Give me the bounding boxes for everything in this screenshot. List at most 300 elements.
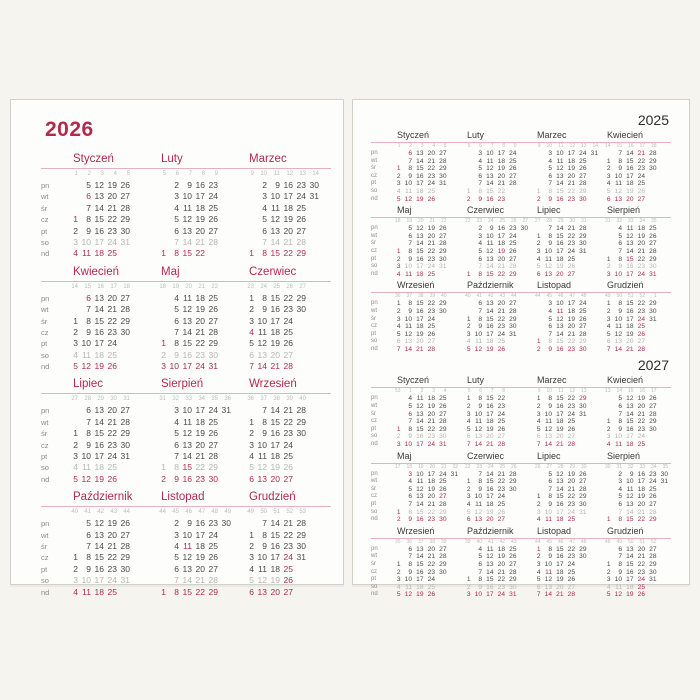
day-cell: 17	[94, 338, 104, 349]
day-row	[65, 552, 153, 563]
day-cell: 5	[396, 195, 401, 203]
week-number: 7	[490, 143, 494, 149]
day-cell: 21	[637, 410, 645, 418]
day-row	[529, 441, 599, 449]
day-cell: 3	[536, 508, 541, 516]
day-cell: 4	[606, 441, 611, 449]
day-cell: 5	[73, 361, 78, 372]
week-number: 37	[260, 396, 267, 403]
day-cell: 7	[174, 451, 179, 462]
day-cell: 3	[174, 405, 179, 416]
day-cell	[241, 518, 254, 529]
day-cell: 21	[556, 441, 564, 449]
week-number: 41	[84, 509, 91, 516]
day-cell: 21	[270, 361, 280, 372]
day-cell: 9	[86, 563, 91, 574]
month-header-row	[371, 451, 671, 464]
day-cell: 23	[107, 225, 117, 236]
day-row	[529, 553, 599, 561]
day-cell: 28	[649, 508, 657, 516]
day-cell: 3	[536, 247, 541, 255]
day-cell: 3	[548, 300, 552, 308]
day-cell: 4	[174, 416, 179, 427]
day-cell: 1	[536, 395, 541, 403]
day-cell: 21	[497, 180, 505, 188]
month-title: Maj	[161, 265, 180, 278]
month-grid	[389, 143, 459, 203]
day-row	[459, 403, 529, 411]
day-cell: 26	[107, 473, 117, 484]
day-cell	[575, 441, 587, 449]
week-number: 12	[569, 388, 575, 395]
day-cell: 17	[270, 315, 280, 326]
day-cell: 14	[486, 263, 494, 271]
day-cell: 26	[579, 470, 587, 478]
day-cell: 11	[405, 187, 412, 195]
day-row	[241, 214, 329, 225]
day-cell: 27	[497, 516, 505, 524]
day-cell: 19	[637, 493, 645, 501]
day-cell: 3	[478, 232, 482, 240]
day-cell: 4	[478, 545, 482, 553]
day-cell: 22	[427, 165, 435, 173]
day-cell: 16	[486, 403, 494, 411]
week-number: 16	[97, 283, 104, 290]
week-numbers-row	[599, 218, 669, 225]
weekday-label: pt	[371, 501, 377, 507]
day-row	[153, 304, 241, 315]
weekday-label: nd	[41, 474, 50, 484]
day-cell: 16	[486, 485, 494, 493]
day-row	[459, 569, 529, 577]
month-title: Kwiecień	[607, 130, 644, 140]
day-cell: 12	[404, 591, 412, 599]
day-cell: 10	[614, 576, 622, 584]
day-cell: 17	[486, 591, 494, 599]
week-number: 2	[409, 143, 412, 149]
day-row	[599, 338, 669, 346]
day-cell: 2	[161, 473, 166, 484]
day-cell: 27	[439, 410, 447, 418]
week-number: 9	[513, 143, 517, 149]
weekday-label: so	[371, 263, 378, 270]
day-cell: 9	[618, 568, 622, 576]
day-cell: 5	[478, 247, 482, 255]
day-cell: 6	[249, 349, 254, 360]
day-cell: 7	[478, 180, 482, 188]
day-cell	[517, 248, 529, 256]
week-number: 45	[546, 293, 552, 300]
day-row	[459, 591, 529, 599]
day-cell: 6	[618, 501, 622, 508]
day-cell: 3	[536, 410, 541, 418]
day-cell: 20	[427, 410, 435, 418]
day-row	[529, 418, 599, 426]
day-cell: 18	[637, 485, 645, 493]
day-cell: 24	[427, 441, 435, 449]
month-grid	[389, 218, 459, 278]
month-title: Czerwiec	[467, 450, 505, 461]
day-cell: 2	[73, 225, 78, 236]
day-cell: 31	[660, 478, 668, 486]
day-cell: 7	[478, 263, 482, 271]
day-cell: 9	[86, 326, 91, 337]
day-cell: 31	[439, 263, 447, 271]
year-grid-2025	[371, 130, 671, 353]
week-number: 50	[616, 293, 622, 300]
day-cell	[447, 478, 459, 486]
day-cell: 12	[614, 591, 622, 599]
day-cell: 30	[439, 568, 447, 576]
day-row	[153, 191, 241, 202]
day-cell	[241, 226, 254, 237]
day-cell: 18	[94, 462, 104, 473]
day-cell: 14	[486, 568, 494, 576]
day-cell: 12	[404, 195, 412, 203]
day-cell: 25	[208, 292, 218, 303]
day-cell: 19	[416, 330, 424, 338]
day-cell: 1	[396, 425, 401, 433]
day-cell: 19	[195, 428, 205, 439]
day-row	[459, 471, 529, 479]
day-cell: 10	[556, 150, 564, 157]
day-row	[599, 411, 669, 419]
day-cell: 7	[408, 501, 412, 508]
day-cell: 22	[427, 560, 435, 568]
day-cell: 19	[637, 232, 645, 240]
day-cell: 10	[257, 552, 267, 563]
day-cell	[65, 541, 78, 552]
weekday-label-column	[41, 394, 65, 485]
day-row	[389, 471, 459, 479]
day-cell: 7	[408, 240, 412, 248]
day-cell: 28	[579, 485, 587, 493]
day-cell: 10	[614, 433, 622, 441]
day-cell	[389, 546, 401, 554]
day-cell: 8	[548, 187, 552, 195]
day-cell: 5	[174, 304, 179, 315]
day-cell: 15	[626, 157, 634, 165]
day-cell: 8	[618, 560, 622, 568]
week-number: 14	[592, 143, 598, 149]
week-number: 15	[616, 143, 622, 149]
day-cell: 25	[208, 540, 218, 551]
day-cell: 12	[614, 187, 622, 195]
day-cell: 6	[466, 433, 471, 441]
day-cell: 1	[466, 315, 471, 323]
day-row	[241, 304, 329, 315]
day-cell: 26	[283, 338, 293, 349]
day-row	[529, 561, 599, 569]
day-cell: 26	[439, 403, 447, 411]
day-cell	[657, 493, 669, 501]
day-cell	[293, 440, 306, 451]
day-cell: 17	[416, 315, 424, 323]
week-number: 31	[159, 396, 166, 403]
week-number-spacer	[41, 394, 65, 405]
day-cell: 24	[579, 300, 587, 308]
day-cell: 24	[107, 236, 117, 247]
week-number: 44	[510, 293, 517, 300]
day-row	[459, 395, 529, 403]
day-cell: 28	[509, 568, 517, 576]
month-grid	[153, 169, 241, 260]
day-cell: 26	[208, 428, 218, 439]
week-numbers-row	[599, 293, 669, 300]
day-row	[599, 471, 669, 479]
week-number: 31	[580, 218, 587, 225]
day-cell: 4	[606, 583, 611, 591]
day-cell: 1	[249, 292, 254, 303]
month-title: Listopad	[537, 525, 572, 536]
day-cell: 28	[439, 157, 447, 165]
day-cell: 27	[509, 300, 517, 308]
day-cell: 14	[416, 501, 424, 508]
day-row	[153, 248, 241, 259]
day-cell: 28	[208, 326, 218, 337]
day-cell: 17	[195, 529, 205, 540]
weekday-label: pn	[371, 300, 378, 307]
day-cell: 15	[626, 255, 634, 263]
month-row	[41, 152, 331, 260]
day-row	[599, 516, 669, 524]
day-cell: 22	[427, 425, 435, 433]
day-cell: 24	[195, 361, 205, 372]
day-cell: 5	[396, 330, 401, 338]
day-cell	[153, 304, 166, 315]
day-cell: 29	[208, 338, 218, 349]
day-cell: 14	[486, 307, 494, 315]
day-cell: 12	[416, 403, 424, 411]
day-row	[599, 493, 669, 501]
day-cell: 21	[497, 307, 505, 315]
day-cell	[218, 564, 231, 575]
day-cell: 29	[439, 300, 447, 308]
day-row	[389, 256, 459, 264]
day-cell: 29	[120, 315, 130, 326]
day-cell	[529, 300, 541, 308]
day-row	[459, 509, 529, 517]
day-cell: 18	[497, 240, 505, 248]
day-cell: 2	[73, 439, 78, 450]
day-cell: 29	[120, 214, 130, 225]
day-cell: 23	[427, 307, 435, 315]
day-cell	[293, 338, 306, 349]
day-cell: 25	[283, 451, 293, 462]
day-cell	[459, 300, 471, 308]
day-cell: 1	[466, 187, 471, 195]
week-number: 3	[432, 388, 435, 395]
day-cell: 8	[86, 552, 91, 563]
month-header-row	[371, 526, 671, 539]
day-cell: 23	[427, 255, 435, 263]
day-cell: 23	[497, 403, 505, 411]
day-cell: 19	[486, 508, 494, 516]
day-row	[65, 327, 153, 338]
week-number: 28	[557, 463, 564, 470]
week-number-spacer	[41, 282, 65, 293]
day-cell: 12	[556, 165, 564, 173]
day-cell	[447, 509, 459, 517]
day-cell: 5	[86, 518, 91, 529]
day-row	[599, 395, 669, 403]
week-number: 24	[487, 463, 494, 470]
day-cell: 29	[579, 187, 587, 195]
day-row	[65, 451, 153, 462]
day-cell: 19	[626, 187, 634, 195]
day-cell: 18	[637, 225, 645, 233]
day-cell: 22	[497, 576, 505, 584]
day-cell: 5	[466, 425, 471, 433]
day-row	[153, 350, 241, 361]
day-cell: 9	[408, 255, 412, 263]
day-cell	[459, 546, 471, 554]
day-row	[459, 516, 529, 524]
day-cell: 17	[94, 451, 104, 462]
week-number: 45	[172, 509, 179, 516]
day-cell: 4	[618, 225, 622, 233]
day-cell: 19	[270, 575, 280, 586]
day-row	[599, 188, 669, 196]
day-cell: 18	[283, 202, 293, 213]
day-cell: 15	[270, 292, 280, 303]
day-cell	[529, 478, 541, 486]
day-cell: 28	[120, 202, 130, 213]
day-row	[459, 188, 529, 196]
day-cell: 24	[509, 150, 517, 157]
day-cell: 9	[408, 433, 412, 441]
day-cell: 11	[183, 540, 192, 551]
day-cell: 26	[427, 330, 435, 338]
day-cell: 24	[208, 529, 218, 540]
day-row	[599, 418, 669, 426]
day-cell: 19	[416, 591, 424, 599]
day-cell: 25	[509, 545, 517, 553]
weekday-label: wt	[371, 553, 377, 560]
day-cell: 15	[556, 493, 564, 501]
month-grid	[241, 507, 329, 598]
week-number: 23	[476, 463, 482, 470]
day-row	[389, 395, 459, 403]
weekday-label: cz	[371, 172, 377, 179]
day-row	[241, 405, 329, 416]
day-cell: 2	[536, 195, 541, 203]
day-cell	[117, 587, 130, 598]
day-cell: 27	[579, 478, 587, 486]
day-cell: 12	[556, 470, 564, 478]
week-number: 19	[172, 283, 179, 290]
day-cell: 26	[427, 195, 435, 203]
day-cell	[459, 233, 471, 241]
day-cell	[645, 331, 657, 339]
day-row	[153, 226, 241, 237]
weekday-label: pt	[371, 255, 377, 262]
weekday-label-column	[41, 282, 65, 373]
day-cell: 6	[548, 323, 552, 331]
day-row	[65, 350, 153, 361]
day-cell: 7	[536, 441, 541, 449]
day-cell: 16	[94, 563, 104, 574]
week-number: 19	[417, 463, 424, 470]
day-row	[65, 203, 153, 214]
day-cell: 21	[107, 540, 117, 551]
day-cell: 11	[82, 349, 91, 360]
day-cell: 1	[396, 508, 401, 516]
day-row	[529, 486, 599, 494]
day-cell: 10	[474, 410, 482, 418]
day-cell: 21	[195, 326, 205, 337]
week-number: 1	[397, 143, 401, 149]
day-cell: 21	[283, 236, 293, 247]
day-cell: 26	[107, 361, 117, 372]
day-cell: 18	[626, 180, 634, 188]
day-row	[65, 575, 153, 586]
day-cell	[435, 323, 447, 331]
day-cell: 3	[466, 410, 471, 418]
week-number-spacer	[371, 388, 389, 395]
month-title: Styczeń	[397, 130, 430, 140]
weekday-label: śr	[41, 429, 48, 439]
day-cell: 13	[404, 338, 412, 346]
week-number: 6	[479, 143, 482, 149]
day-cell: 15	[486, 270, 494, 278]
day-row	[459, 233, 529, 241]
day-cell	[293, 575, 306, 586]
day-cell: 7	[408, 418, 412, 426]
day-cell: 10	[169, 361, 179, 372]
day-cell: 12	[182, 552, 192, 563]
day-cell: 4	[606, 180, 611, 188]
day-cell: 30	[208, 349, 218, 360]
day-cell: 1	[536, 545, 541, 553]
weekday-label: wt	[371, 403, 377, 410]
day-cell: 23	[427, 568, 435, 576]
day-cell: 22	[195, 248, 205, 259]
day-cell: 10	[257, 439, 267, 450]
weekday-label: pn	[371, 395, 378, 402]
day-cell: 8	[408, 425, 412, 433]
day-cell: 31	[579, 410, 587, 418]
day-cell: 9	[408, 516, 412, 524]
day-cell: 9	[86, 439, 91, 450]
day-cell: 15	[94, 214, 104, 225]
day-cell: 23	[107, 439, 117, 450]
day-row	[65, 316, 153, 327]
day-cell: 24	[567, 410, 575, 418]
day-cell: 19	[270, 338, 280, 349]
day-cell: 9	[262, 304, 267, 315]
week-number: 27	[299, 283, 306, 290]
day-cell	[517, 263, 529, 271]
day-cell: 16	[416, 433, 424, 441]
day-cell: 23	[567, 403, 575, 411]
day-cell: 8	[262, 529, 267, 540]
page-right-2025-2027	[352, 99, 690, 599]
week-number: 14	[604, 143, 611, 149]
day-cell: 4	[536, 568, 541, 576]
day-cell: 26	[509, 247, 517, 255]
weekday-label: śr	[371, 485, 376, 492]
day-cell: 26	[637, 591, 645, 599]
week-numbers-row	[599, 388, 669, 395]
weekday-label: pt	[41, 226, 48, 236]
day-cell: 27	[509, 172, 517, 180]
day-cell: 15	[486, 576, 494, 584]
day-row	[153, 405, 241, 416]
day-cell: 28	[208, 451, 218, 462]
day-cell: 7	[478, 568, 482, 576]
day-cell: 9	[618, 165, 622, 173]
